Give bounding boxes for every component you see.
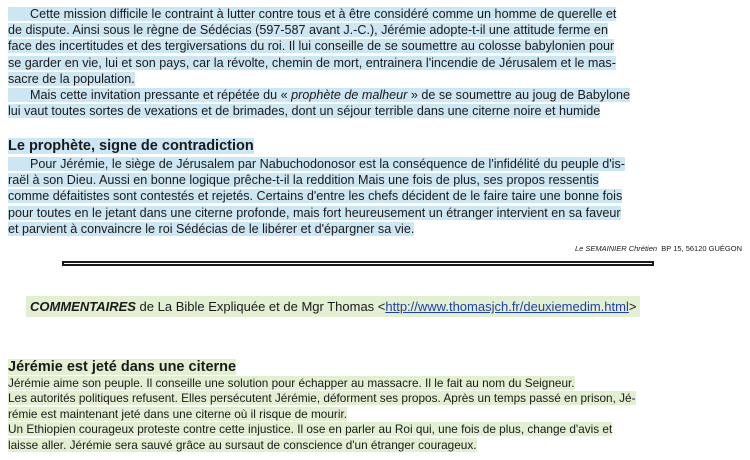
text-line: raël à son Dieu. Aussi en bonne logique prêche-t-il la reddition Mais une fois de plus, ses propos ressentis — [8, 173, 599, 188]
text-line: laisse aller. Jérémie sera sauvé grâce au sursaut de conscience d'un étranger courageux. — [8, 437, 477, 452]
text-line: pour toutes en le jetant dans une citerne profonde, mais fort heureusement un étranger intervient en sa faveur — [8, 205, 621, 220]
text-line: Un Ethiopien courageux proteste contre cette injustice. Il ose en parler au Roi qui, une fois de plus, change d'avis et — [8, 422, 613, 437]
intro-paragraph — [8, 6, 746, 119]
text-line: Pour Jérémie, le siège de Jérusalem par Nabuchodonosor est la conséquence de l'infidélité du peuple d'is- — [8, 156, 746, 172]
section-paragraph — [8, 156, 746, 237]
quote-italic: prophète de malheur — [291, 88, 408, 103]
text-line: rémie est maintenant jeté dans une citerne où il risque de mourir. — [8, 406, 348, 421]
text-line: comme défaitistes sont contestés et rejetés. Certains d'entre les chefs décident de le faire taire une bonne fois — [8, 189, 623, 204]
text-line: sacre de la population. — [8, 71, 135, 86]
text-line: Les autorités politiques refusent. Elles persécutent Jérémie, déforment ses propos. Après un temps passé en prison, Jé- — [8, 391, 636, 406]
text-line: Cette mission difficile le contraint à lutter contre tous et à être considéré comme un homme de querelle et — [8, 6, 746, 22]
text-line: de dispute. Ainsi sous le règne de Sédécias (597-587 avant J.-C.), Jérémie adopte-t-il une attitude ferme en — [8, 23, 608, 38]
text-line: Jérémie aime son peuple. Il conseille une solution pour échapper au massacre. Il le fait au nom du Seigneur. — [8, 376, 575, 390]
divider-bar — [62, 261, 654, 266]
text-line: se garder en vie, lui et son pays, car la révolte, chemin de mort, entrainera l'incendie de Jérusalem et le mas- — [8, 55, 616, 70]
text-line: et parvient à convaincre le roi Sédécias de le libérer et d'épargner sa vie. — [8, 221, 415, 236]
source-credit: Le SEMAINIER Chrétien BP 15, 56120 GUÉGON — [574, 244, 742, 253]
section-heading: Jérémie est jeté dans une citerne — [8, 359, 237, 375]
commentary-link[interactable]: http://www.thomasjch.fr/deuxiemedim.html — [385, 299, 629, 314]
text-line: face des incertitudes et des tergiversations du roi. Il lui conseille de se soumettre au colosse babylonien pour — [8, 39, 615, 54]
section-paragraph — [8, 376, 746, 453]
section-heading: Le prophète, signe de contradiction — [8, 138, 254, 154]
commentary-line: COMMENTAIRES de La Bible Expliquée et de Mgr Thomas <http://www.thomasjch.fr/deuxiemedim.html> — [26, 296, 640, 317]
commentary-label: COMMENTAIRES — [30, 299, 136, 314]
text-line: Mais cette invitation pressante et répétée du « prophète de malheur » de se soumettre au joug de Babylone — [8, 87, 746, 103]
text-line: lui vaut toutes sortes de vexations et de brimades, dont un séjour terrible dans une citerne noire et humide — [8, 104, 601, 119]
